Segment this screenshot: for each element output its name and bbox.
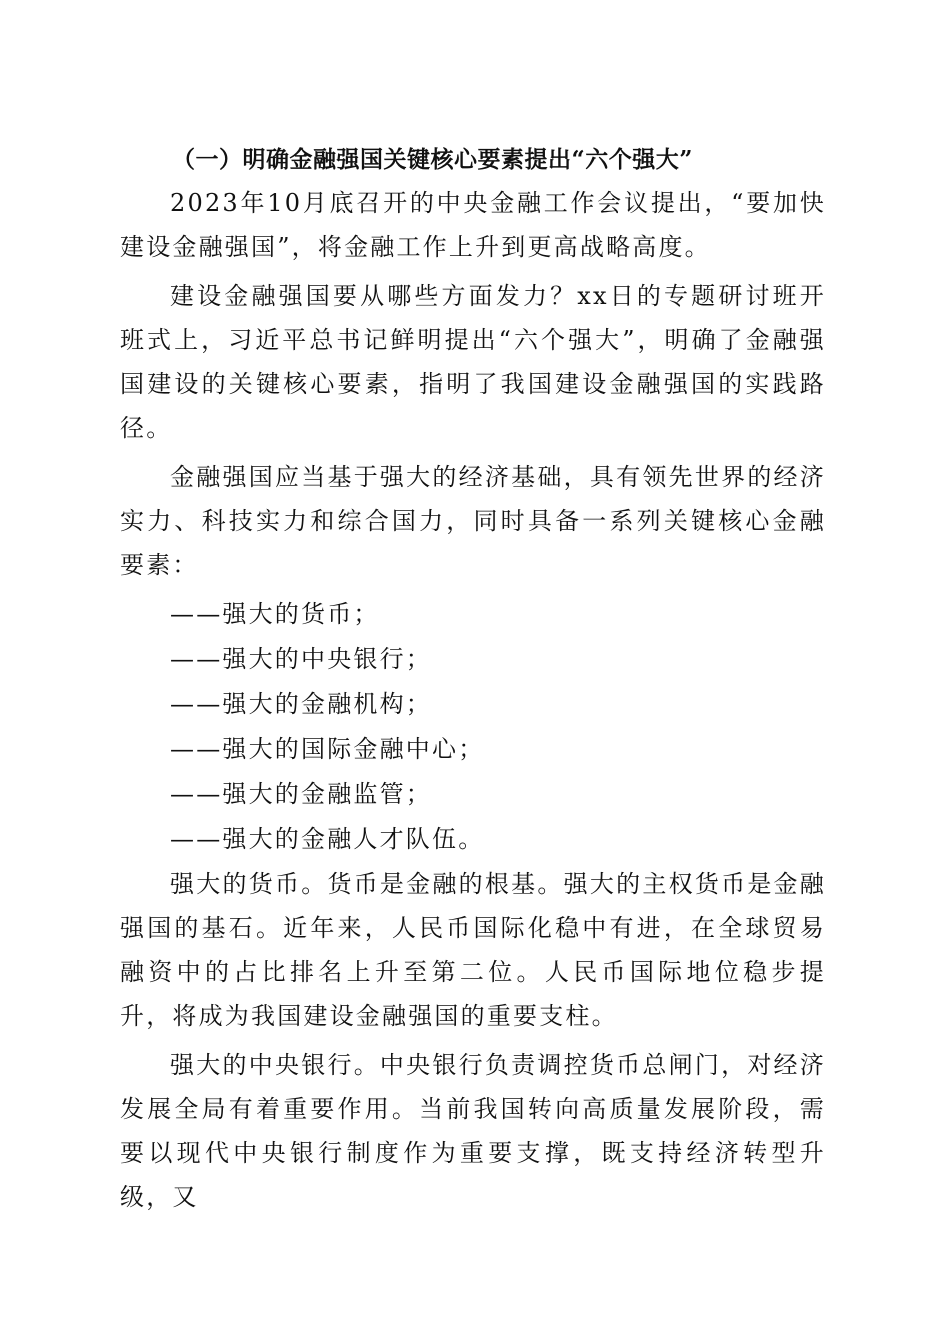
list-item-financial-institutions: ——强大的金融机构；	[170, 690, 432, 718]
six-strengths-list	[120, 592, 826, 861]
section-heading: （一）明确金融强国关键核心要素提出“六个强大”	[172, 146, 693, 173]
paragraph-strong-central-bank: 强大的中央银行。中央银行负责调控货币总闸门，对经济发展全局有着重要作用。当前我国转向高质量发展阶段，需要以现代中央银行制度作为重要支撑，既支持经济转型升级，又	[120, 1051, 826, 1211]
list-item-talent: ——强大的金融人才队伍。	[170, 825, 485, 853]
list-item-financial-regulation: ——强大的金融监管；	[170, 780, 432, 808]
list-item-currency: ——强大的货币；	[170, 600, 380, 628]
document-body	[120, 138, 826, 1224]
paragraph-strong-currency: 强大的货币。货币是金融的根基。强大的主权货币是金融强国的基石。近年来，人民币国际化稳中有进，在全球贸易融资中的占比排名上升至第二位。人民币国际地位稳步提升，将成为我国建设金融强国的重要支柱。	[120, 870, 826, 1030]
paragraph-six-strengths: 建设金融强国要从哪些方面发力？xx日的专题研讨班开班式上，习近平总书记鲜明提出“六个强大”，明确了金融强国建设的关键核心要素，指明了我国建设金融强国的实践路径。	[120, 282, 826, 442]
list-item-financial-center: ——强大的国际金融中心；	[170, 735, 485, 763]
paragraph-meeting: 2023年10月底召开的中央金融工作会议提出，“要加快建设金融强国”，将金融工作上升到更高战略高度。	[120, 189, 826, 261]
paragraph-core-elements: 金融强国应当基于强大的经济基础，具有领先世界的经济实力、科技实力和综合国力，同时具备一系列关键核心金融要素：	[120, 463, 826, 579]
list-item-central-bank: ——强大的中央银行；	[170, 645, 432, 673]
